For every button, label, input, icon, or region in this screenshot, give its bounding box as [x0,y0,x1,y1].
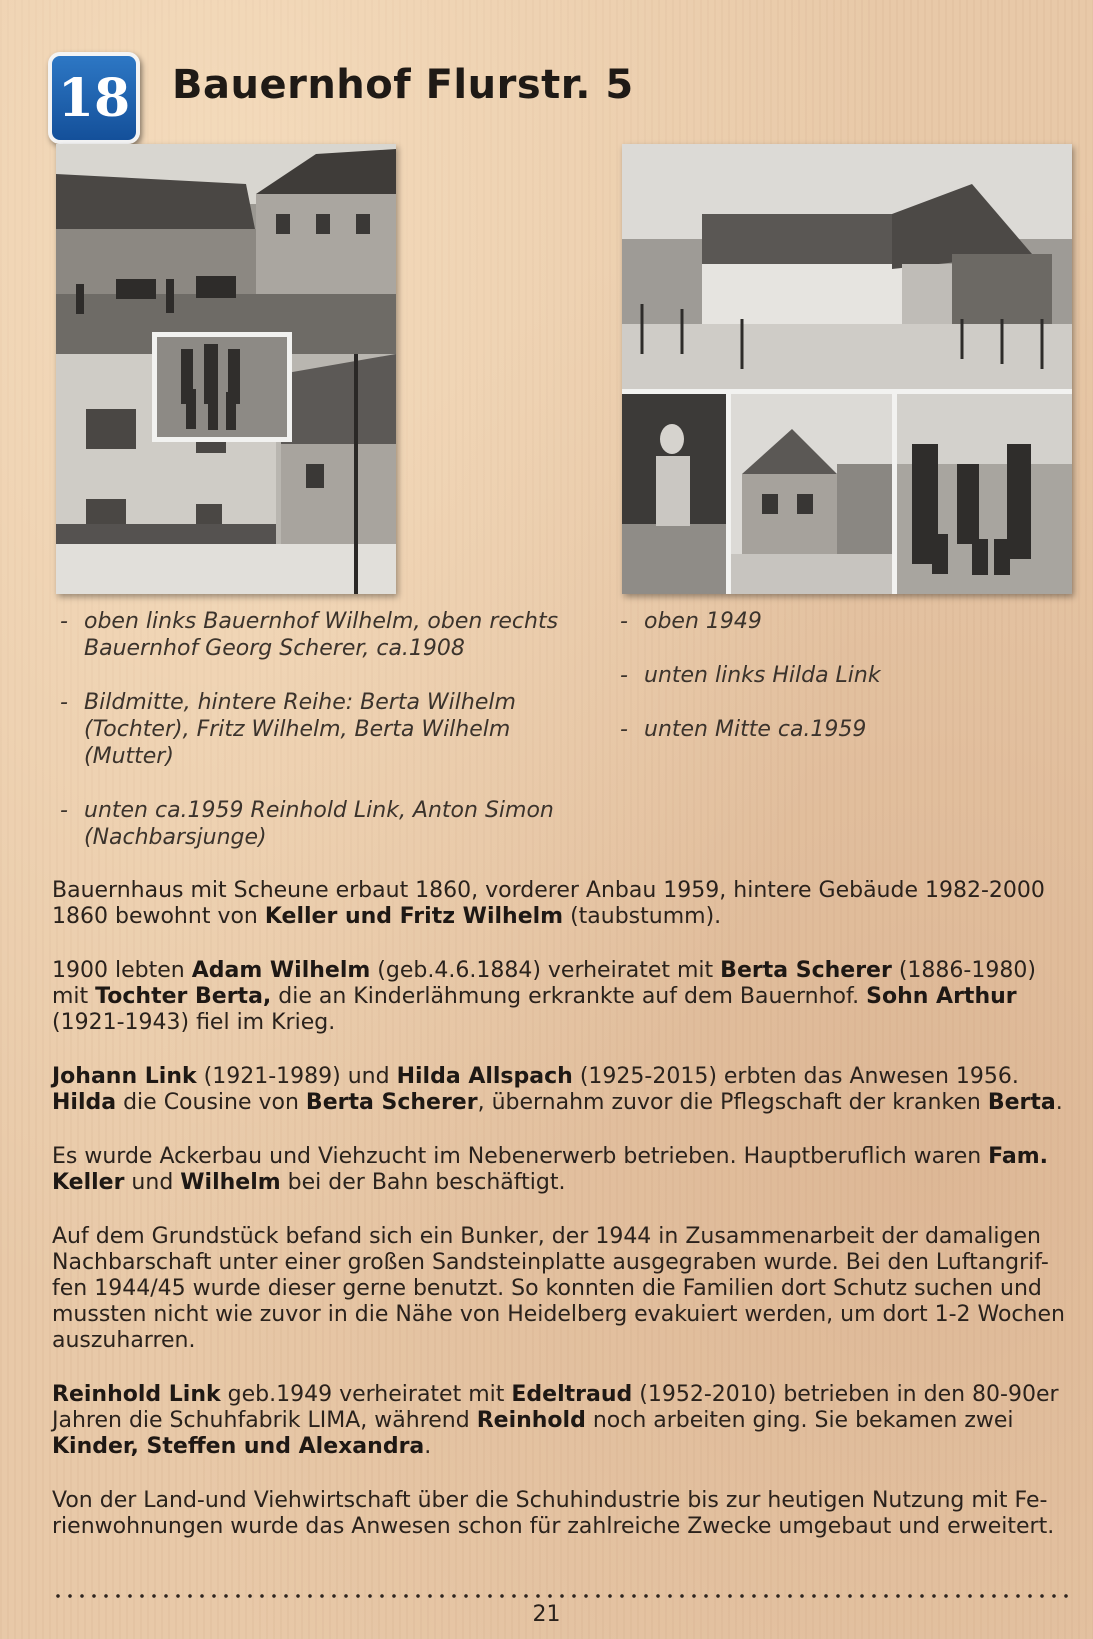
caption-item: - oben 1949 [616,608,1056,635]
photo-collage-right [622,144,1072,594]
left-caption-list [56,608,586,878]
paragraph-construction: Bauernhaus mit Scheune erbaut 1860, vorderer Anbau 1959, hintere Gebäude 1982-2000 1860 bewohnt von Keller und Fritz Wilhelm (taubstumm). [52,878,1045,929]
page-number: 21 [532,1602,561,1627]
paragraph-farming: Es wurde Ackerbau und Viehzucht im Nebenerwerb betrieben. Hauptberuflich waren Fam. Keller und Wilhelm bei der Bahn beschäftigt. [52,1144,1049,1195]
paragraph-shoe-factory: Reinhold Link geb.1949 verheiratet mit Edeltraud (1952-2010) betrieben in den 80-90er Jahren die Schuhfabrik LIMA, während Reinhold noch arbeiten ging. Sie bekamen zwei Kinder, Steffen und Alexandra. [52,1382,1059,1459]
body-text [52,878,1072,1568]
page-title: Bauernhof Flurstr. 5 [172,62,634,108]
caption-item: - unten links Hilda Link [616,662,1056,689]
caption-item: - unten ca.1959 Reinhold Link, Anton Simon (Nachbarsjunge) [56,797,586,851]
paragraph-summary: Von der Land-und Viehwirtschaft über die Schuhindustrie bis zur heutigen Nutzung mit Fe-rienwohnungen wurde das Anwesen schon für zahlreiche Zwecke umgebaut und erweitert. [52,1488,1055,1539]
chapter-number-badge: 18 [48,52,140,144]
caption-item: - oben links Bauernhof Wilhelm, oben rechts Bauernhof Georg Scherer, ca.1908 [56,608,586,662]
paragraph-inheritance: Johann Link (1921-1989) und Hilda Allspach (1925-2015) erbten das Anwesen 1956. Hilda die Cousine von Berta Scherer, übernahm zuvor die Pflegschaft der kranken Berta. [52,1064,1063,1115]
paragraph-bunker: Auf dem Grundstück befand sich ein Bunker, der 1944 in Zusammenarbeit der damaligen Nachbarschaft unter einer großen Sandsteinplatte ausgegraben wurde. Bei den Luftangrif-fen 1944/45 wurde dieser gerne benutzt. So konnten die Familien dort Schutz suchen und mussten nicht wie zuvor in die Nähe von Heidelberg evakuiert werden, um dort 1-2 Wochen auszuharren. [52,1224,1065,1353]
paragraph-1900: 1900 lebten Adam Wilhelm (geb.4.6.1884) verheiratet mit Berta Scherer (1886-1980) mit Tochter Berta, die an Kinderlähmung erkrankte auf dem Bauernhof. Sohn Arthur (1921-1943) fiel im Krieg. [52,958,1036,1035]
dotted-divider [52,1594,1072,1598]
caption-item: - Bildmitte, hintere Reihe: Berta Wilhelm (Tochter), Fritz Wilhelm, Berta Wilhelm (Mutter) [56,689,586,770]
photo-collage-left [56,144,396,594]
caption-item: - unten Mitte ca.1959 [616,716,1056,743]
right-caption-list [616,608,1056,770]
